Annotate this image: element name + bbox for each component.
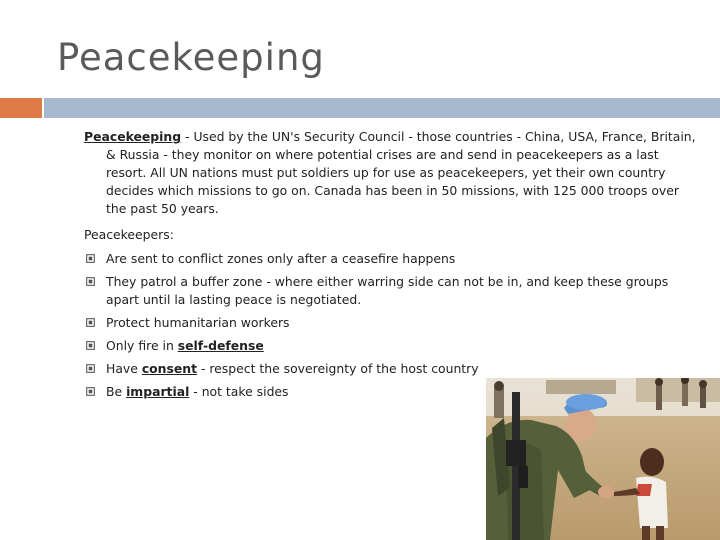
- bullet-text-before: Have: [106, 361, 142, 376]
- peacekeeper-photo: [486, 378, 720, 540]
- square-bullet-icon: [86, 277, 95, 286]
- keyword-consent: consent: [141, 361, 198, 376]
- bullet-text: Are sent to conflict zones only after a ceasefire happens: [106, 251, 456, 266]
- list-item: [84, 273, 696, 309]
- slide-content: [84, 128, 696, 406]
- square-bullet-icon: [86, 254, 95, 263]
- square-bullet-icon: [86, 318, 95, 327]
- intro-text: - Used by the UN's Security Council - those countries - China, USA, France, Britain, & Russia - they monitor on where potential crises are and send in peacekeepers as a last resort. All UN nations must put soldiers up for use as peacekeepers, yet their own country decides which missions to go on. Canada has been in 50 missions, with 125 000 troops over the past 50 years.: [106, 129, 696, 216]
- list-item: [84, 337, 696, 355]
- keyword-self-defense: self-defense: [177, 338, 264, 353]
- square-bullet-icon: [86, 341, 95, 350]
- list-item: [84, 314, 696, 332]
- bullet-text: They patrol a buffer zone - where either warring side can not be in, and keep these groups apart until la lasting peace is negotiated.: [106, 274, 669, 307]
- slide-title: Peacekeeping: [57, 36, 325, 79]
- keyword-impartial: impartial: [126, 384, 190, 399]
- peacekeepers-heading: Peacekeepers:: [84, 227, 174, 242]
- accent-bar-blue: [44, 98, 720, 118]
- accent-bar-orange: [0, 98, 42, 118]
- bullet-text-after: - respect the sovereignty of the host country: [197, 361, 479, 376]
- square-bullet-icon: [86, 387, 95, 396]
- list-item: [84, 250, 696, 268]
- intro-paragraph: [84, 128, 696, 218]
- list-item: [84, 360, 696, 378]
- bullet-text-before: Be: [106, 384, 127, 399]
- intro-term: Peacekeeping: [84, 129, 182, 144]
- square-bullet-icon: [86, 364, 95, 373]
- bullet-text-after: - not take sides: [189, 384, 289, 399]
- peacekeeper-photo-illustration: [486, 378, 720, 540]
- bullet-text-before: Only fire in: [106, 338, 178, 353]
- bullet-text: Protect humanitarian workers: [106, 315, 290, 330]
